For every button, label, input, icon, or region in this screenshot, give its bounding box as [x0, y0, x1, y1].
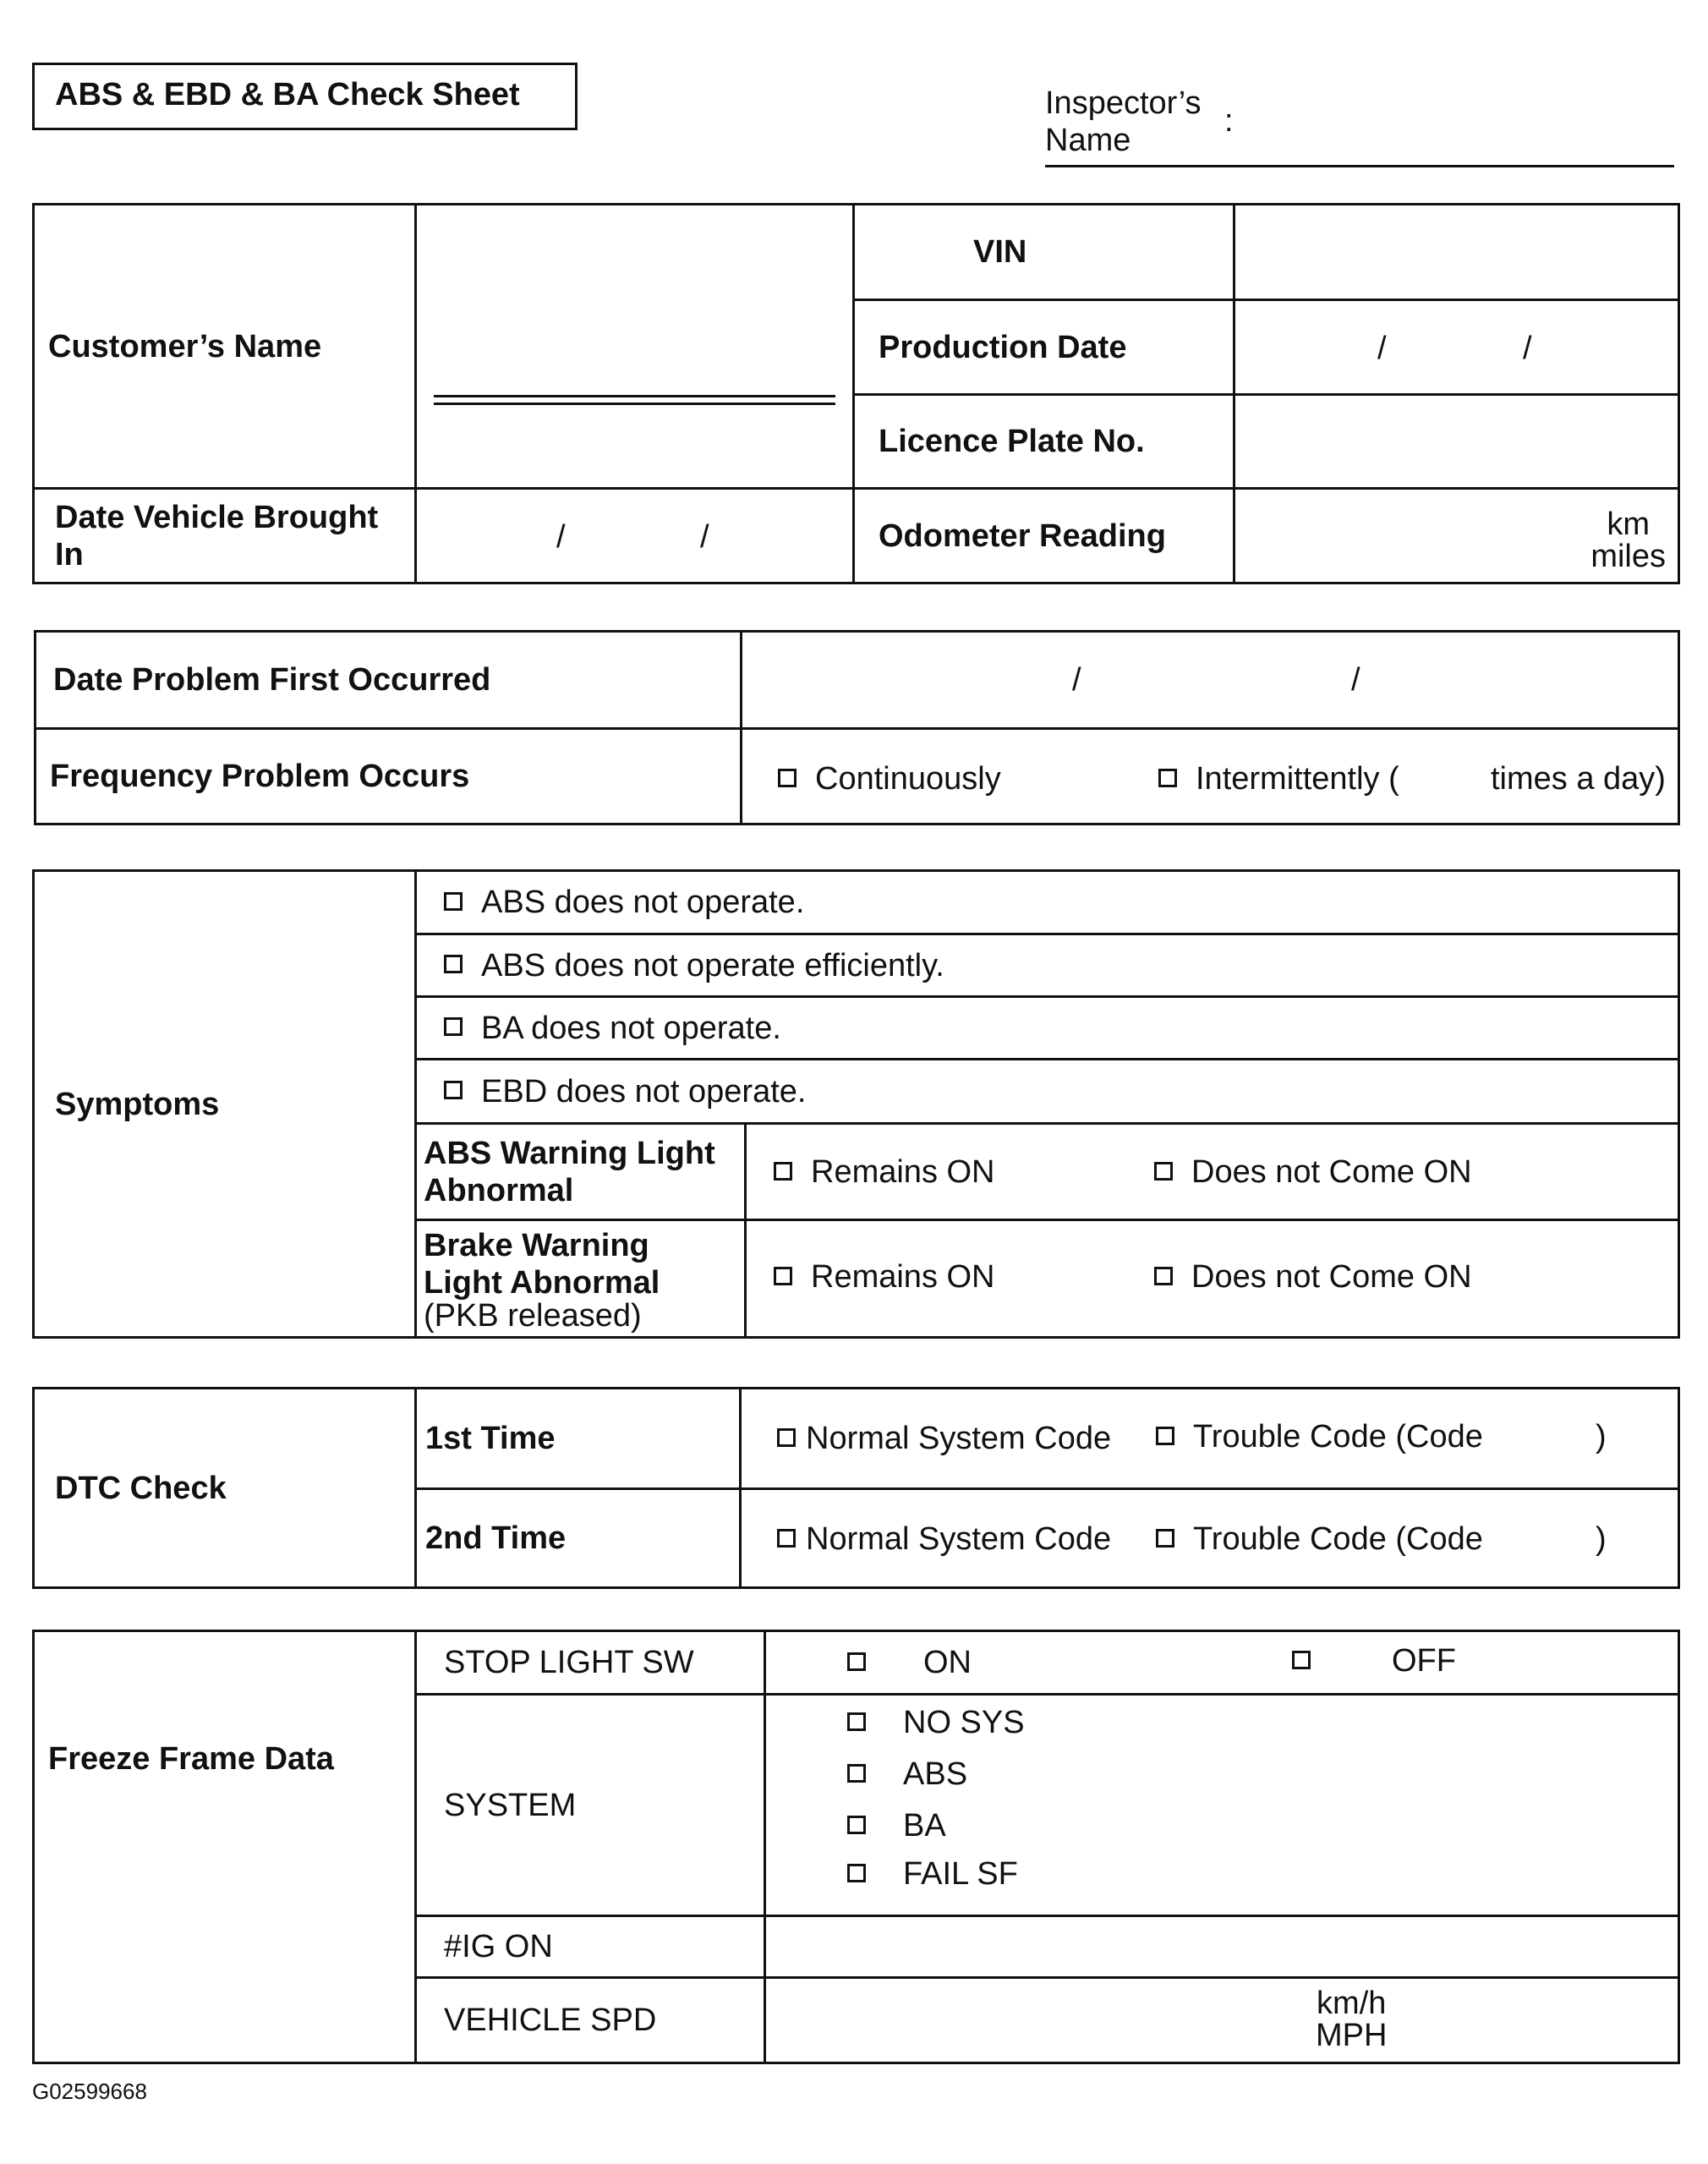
date-separator: /: [1351, 662, 1360, 698]
checkbox[interactable]: [1156, 1427, 1174, 1445]
odometer-unit-km: km: [1607, 507, 1650, 542]
checkbox[interactable]: [778, 769, 797, 787]
vehicle-info-table: [32, 203, 1680, 584]
checkbox[interactable]: [444, 892, 463, 911]
inspector-name-field[interactable]: [1045, 165, 1674, 167]
checkbox[interactable]: [1292, 1651, 1311, 1669]
checkbox[interactable]: [444, 955, 463, 973]
close-paren: ): [1596, 1521, 1607, 1557]
vehicle-spd-label: VEHICLE SPD: [416, 1978, 765, 2063]
frequency-options: [742, 729, 1679, 825]
licence-plate-field[interactable]: [1234, 395, 1679, 489]
option-trouble-code[interactable]: Trouble Code (Code: [1156, 1520, 1483, 1558]
customer-name-field[interactable]: [416, 205, 854, 489]
option-does-not-come-on[interactable]: Does not Come ON: [1154, 1153, 1472, 1191]
system-label: SYSTEM: [416, 1695, 765, 1916]
abs-warning-label: ABS Warning Light Abnormal: [416, 1124, 746, 1220]
option-off[interactable]: OFF: [1292, 1642, 1456, 1679]
symptom-item[interactable]: ABS does not operate.: [416, 871, 1679, 934]
symptom-item[interactable]: BA does not operate.: [416, 997, 1679, 1060]
vehicle-spd-field[interactable]: [765, 1978, 1679, 2063]
production-date-field[interactable]: [1234, 300, 1679, 395]
freeze-frame-table: [32, 1630, 1680, 2064]
option-intermittently[interactable]: Intermittently (: [1158, 760, 1399, 797]
checkbox[interactable]: [1156, 1529, 1174, 1548]
date-first-occurred-field[interactable]: [742, 632, 1679, 729]
option-remains-on[interactable]: Remains ON: [774, 1258, 995, 1296]
option-normal-system-code[interactable]: Normal System Code: [777, 1420, 1111, 1457]
licence-plate-label: Licence Plate No.: [854, 395, 1234, 489]
date-brought-in-field[interactable]: [416, 489, 854, 583]
speed-unit-kmh: km/h: [1317, 1986, 1387, 2021]
customer-name-label: Customer’s Name: [34, 205, 416, 489]
odometer-field[interactable]: [1234, 489, 1679, 583]
checkbox[interactable]: [777, 1428, 796, 1447]
option-normal-system-code[interactable]: Normal System Code: [777, 1520, 1111, 1558]
date-brought-in-label: Date Vehicle Brought In: [34, 489, 416, 583]
date-separator: /: [1523, 331, 1532, 366]
symptom-item[interactable]: EBD does not operate.: [416, 1060, 1679, 1124]
symptoms-table: [32, 869, 1680, 1339]
date-separator: /: [1377, 331, 1387, 366]
checkbox[interactable]: [444, 1017, 463, 1036]
vin-field[interactable]: [1234, 205, 1679, 300]
close-paren: ): [1596, 1419, 1607, 1455]
checkbox[interactable]: [1158, 769, 1177, 787]
second-time-label: 2nd Time: [416, 1489, 741, 1588]
problem-table: [34, 630, 1680, 825]
checkbox[interactable]: [847, 1712, 866, 1731]
option-no-sys[interactable]: NO SYS: [847, 1704, 1025, 1741]
times-a-day-label: times a day): [1491, 761, 1666, 797]
option-remains-on[interactable]: Remains ON: [774, 1153, 995, 1191]
option-abs[interactable]: ABS: [847, 1756, 967, 1793]
stop-light-options: [765, 1631, 1679, 1695]
figure-code: G02599668: [32, 2079, 147, 2104]
odometer-label: Odometer Reading: [854, 489, 1234, 583]
vin-label: VIN: [854, 205, 1234, 300]
checkbox[interactable]: [847, 1864, 866, 1882]
checkbox[interactable]: [1154, 1162, 1173, 1181]
brake-warning-note: (PKB released): [424, 1298, 642, 1334]
inspector-label-line2: Name: [1045, 123, 1131, 158]
option-fail-sf[interactable]: FAIL SF: [847, 1855, 1018, 1893]
system-options: [765, 1695, 1679, 1916]
freeze-frame-label: Freeze Frame Data: [34, 1631, 416, 2063]
option-continuously[interactable]: Continuously: [778, 760, 1001, 797]
stop-light-label: STOP LIGHT SW: [416, 1631, 765, 1695]
checkbox[interactable]: [847, 1764, 866, 1783]
ig-on-field[interactable]: [765, 1916, 1679, 1978]
document-title: ABS & EBD & BA Check Sheet: [32, 63, 578, 130]
dtc-table: [32, 1387, 1680, 1589]
checkbox[interactable]: [777, 1529, 796, 1548]
double-underline: [434, 395, 835, 405]
option-trouble-code[interactable]: Trouble Code (Code: [1156, 1418, 1483, 1455]
ig-on-label: #IG ON: [416, 1916, 765, 1978]
option-on[interactable]: ON: [847, 1644, 972, 1681]
brake-warning-cell: [416, 1220, 746, 1338]
date-separator: /: [556, 519, 566, 555]
checkbox[interactable]: [847, 1652, 866, 1671]
speed-units: [1316, 1987, 1387, 2052]
symptoms-label: Symptoms: [34, 871, 416, 1338]
checkbox[interactable]: [774, 1267, 792, 1285]
brake-warning-options: [746, 1220, 1679, 1338]
checkbox[interactable]: [774, 1162, 792, 1181]
first-time-options: [741, 1389, 1679, 1489]
odometer-unit-miles: miles: [1590, 539, 1666, 574]
first-time-label: 1st Time: [416, 1389, 741, 1489]
checkbox[interactable]: [847, 1816, 866, 1834]
inspector-label: [1045, 85, 1201, 159]
date-first-occurred-label: Date Problem First Occurred: [36, 632, 742, 729]
odometer-units: [1590, 508, 1666, 573]
speed-unit-mph: MPH: [1316, 2018, 1388, 2053]
date-separator: /: [1072, 662, 1081, 698]
production-date-label: Production Date: [854, 300, 1234, 395]
inspector-label-line1: Inspector’s: [1045, 85, 1202, 121]
dtc-check-label: DTC Check: [34, 1389, 416, 1588]
checkbox[interactable]: [444, 1081, 463, 1099]
inspector-colon: :: [1224, 103, 1234, 139]
frequency-label: Frequency Problem Occurs: [36, 729, 742, 825]
symptom-item[interactable]: ABS does not operate efficiently.: [416, 934, 1679, 997]
checkbox[interactable]: [1154, 1267, 1173, 1285]
option-ba[interactable]: BA: [847, 1807, 946, 1844]
abs-warning-options: [746, 1124, 1679, 1220]
brake-warning-label: Brake Warning Light Abnormal: [424, 1228, 660, 1301]
second-time-options: [741, 1489, 1679, 1588]
option-does-not-come-on[interactable]: Does not Come ON: [1154, 1258, 1472, 1296]
date-separator: /: [700, 519, 709, 555]
